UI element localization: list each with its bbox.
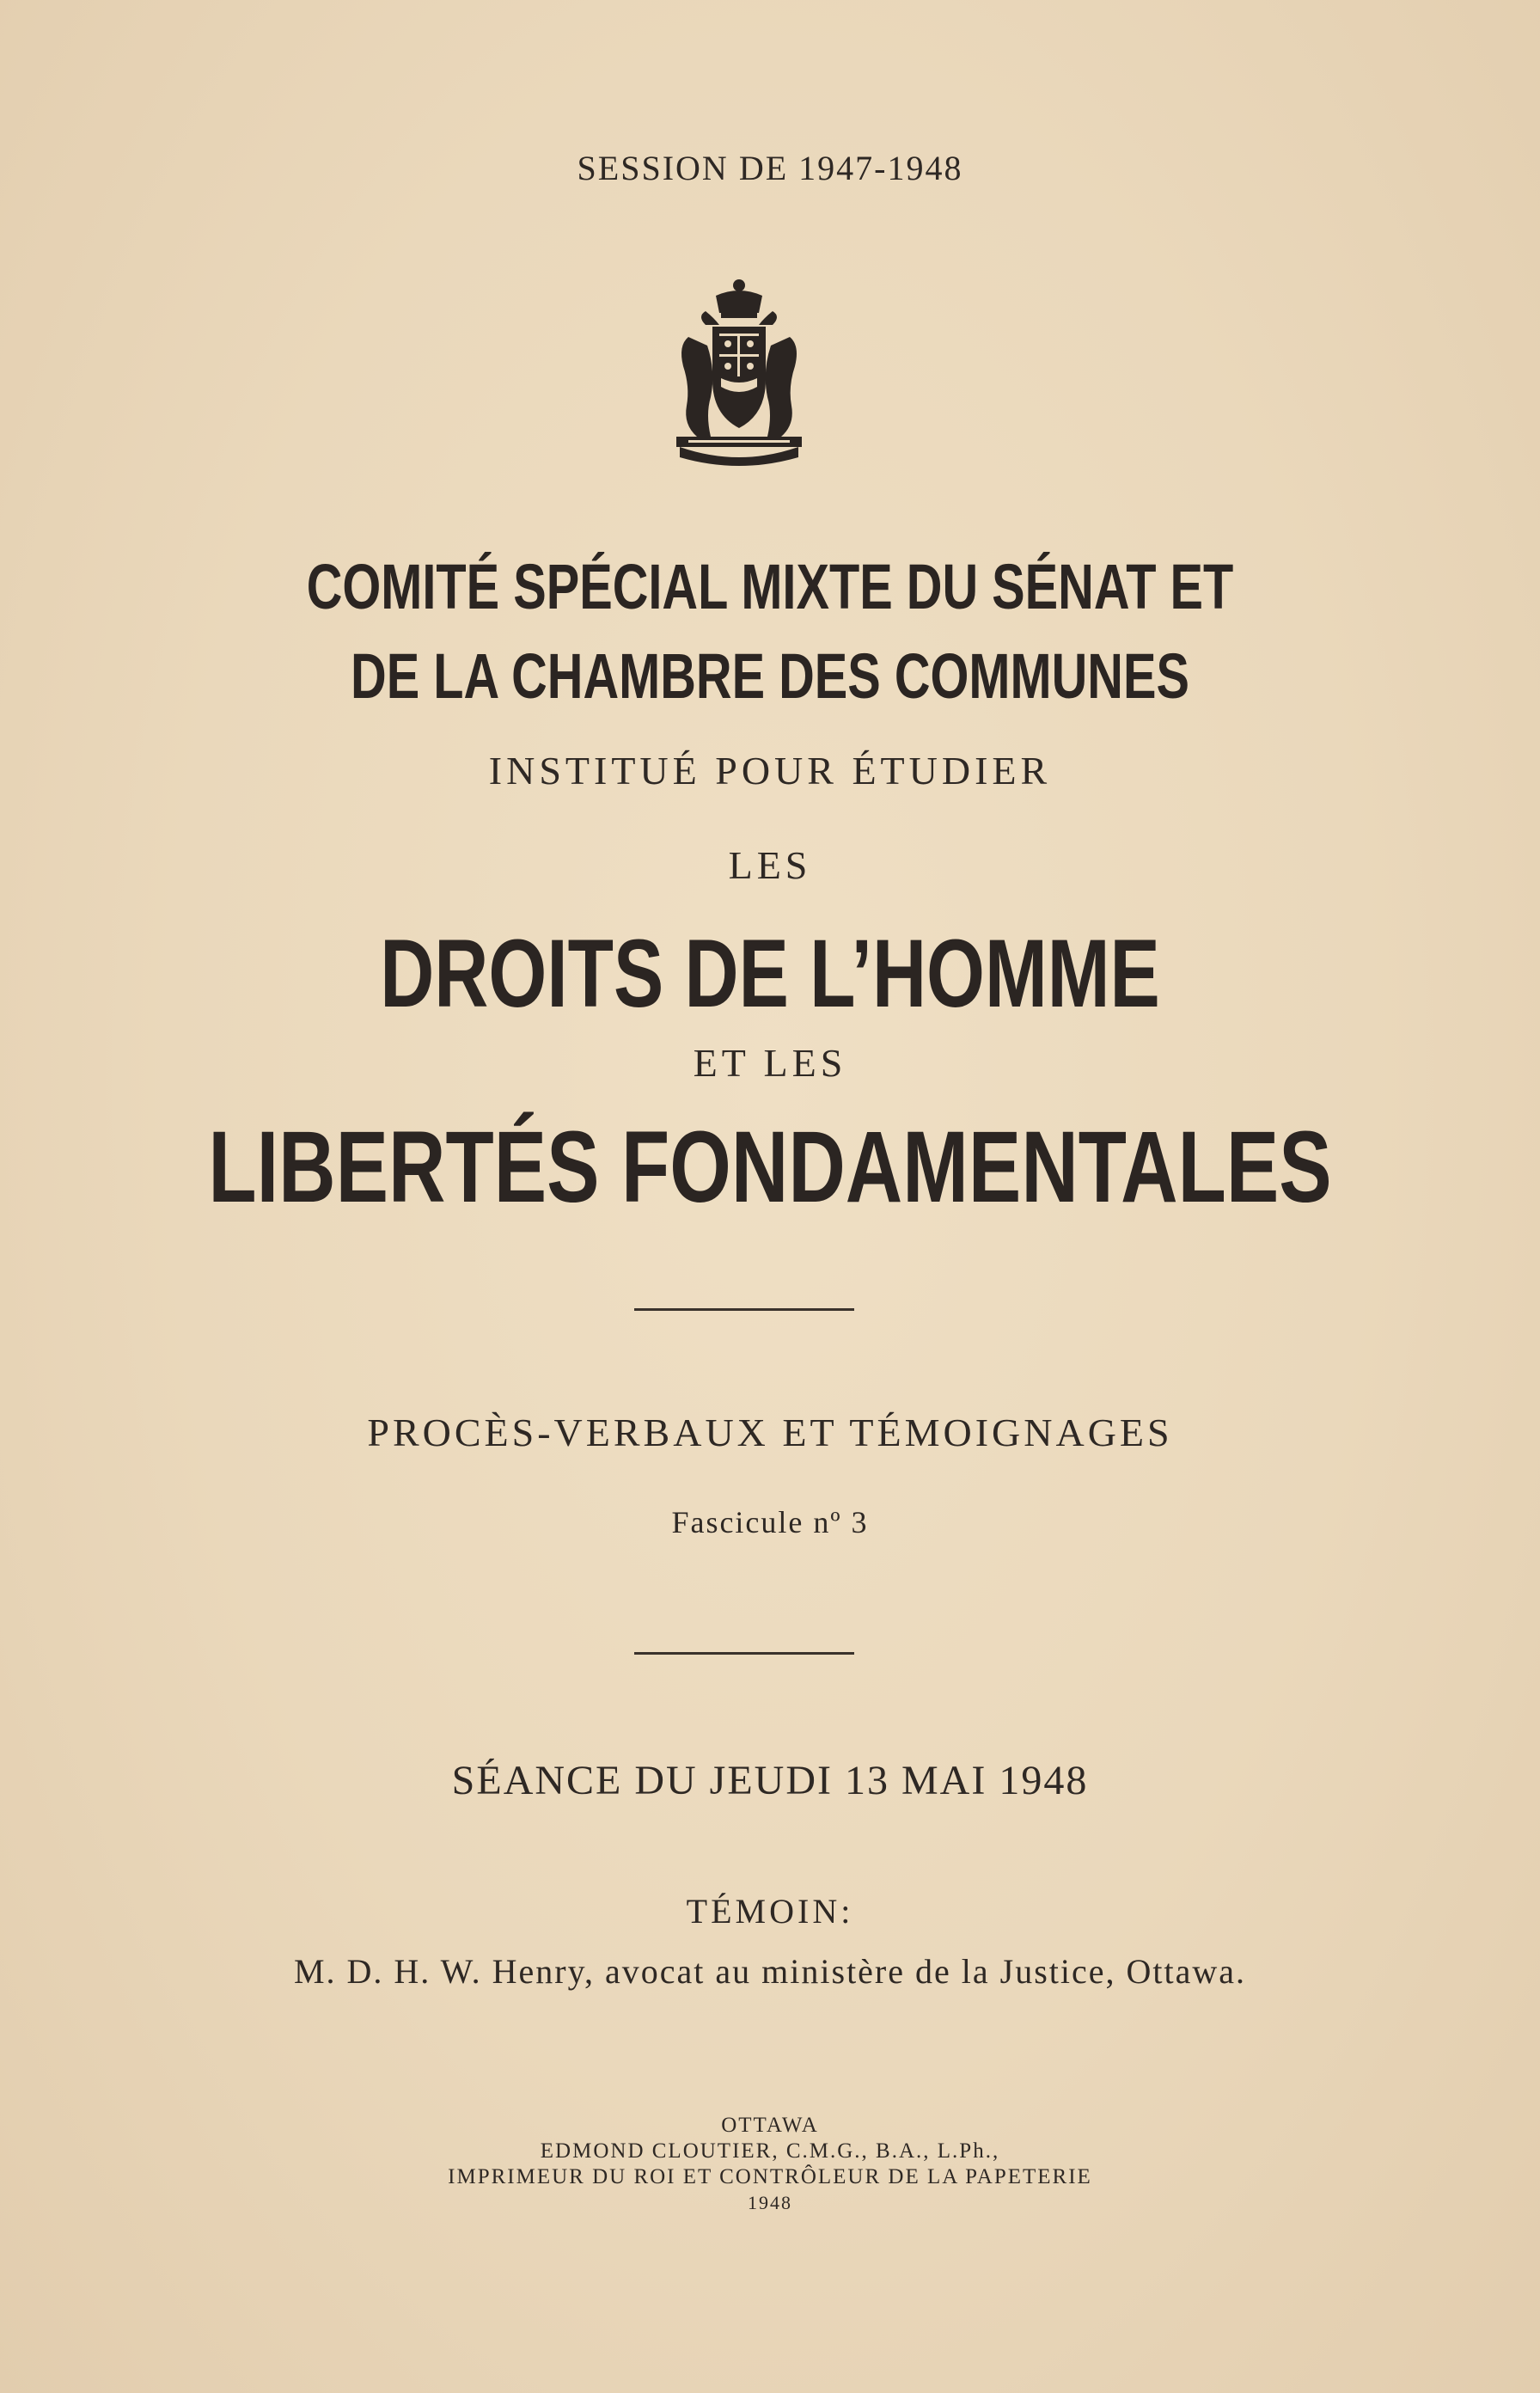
proceedings-label: PROCÈS-VERBAUX ET TÉMOIGNAGES — [367, 1411, 1173, 1454]
fascicule-number: Fascicule nº 3 — [671, 1505, 869, 1539]
coat-of-arms-icon — [671, 277, 807, 468]
title-connector: ET LES — [693, 1041, 847, 1085]
witness-heading: TÉMOIN: — [686, 1892, 854, 1931]
divider-rule — [634, 1308, 854, 1311]
main-title: DROITS DE L’HOMME — [380, 920, 1160, 1027]
imprint-printer: EDMOND CLOUTIER, C.M.G., B.A., L.Ph., — [540, 2139, 1000, 2163]
imprint-title: IMPRIMEUR DU ROI ET CONTRÔLEUR DE LA PAPETERIE — [448, 2165, 1092, 2188]
imprint-year: 1948 — [748, 2192, 792, 2213]
second-title: LIBERTÉS FONDAMENTALES — [208, 1111, 1332, 1224]
sitting-date: SÉANCE DU JEUDI 13 MAI 1948 — [451, 1758, 1089, 1803]
divider-rule — [634, 1652, 854, 1655]
committee-title-line-1: COMITÉ SPÉCIAL MIXTE DU SÉNAT ET — [306, 551, 1234, 622]
witness-name: M. D. H. W. Henry, avocat au ministère de la Justice, Ottawa. — [293, 1952, 1247, 1991]
session-heading: SESSION DE 1947-1948 — [577, 149, 963, 187]
committee-purpose: INSTITUÉ POUR ÉTUDIER — [488, 749, 1052, 793]
committee-title-line-2: DE LA CHAMBRE DES COMMUNES — [351, 640, 1189, 712]
imprint-city: OTTAWA — [721, 2114, 819, 2137]
article-les: LES — [728, 843, 812, 887]
